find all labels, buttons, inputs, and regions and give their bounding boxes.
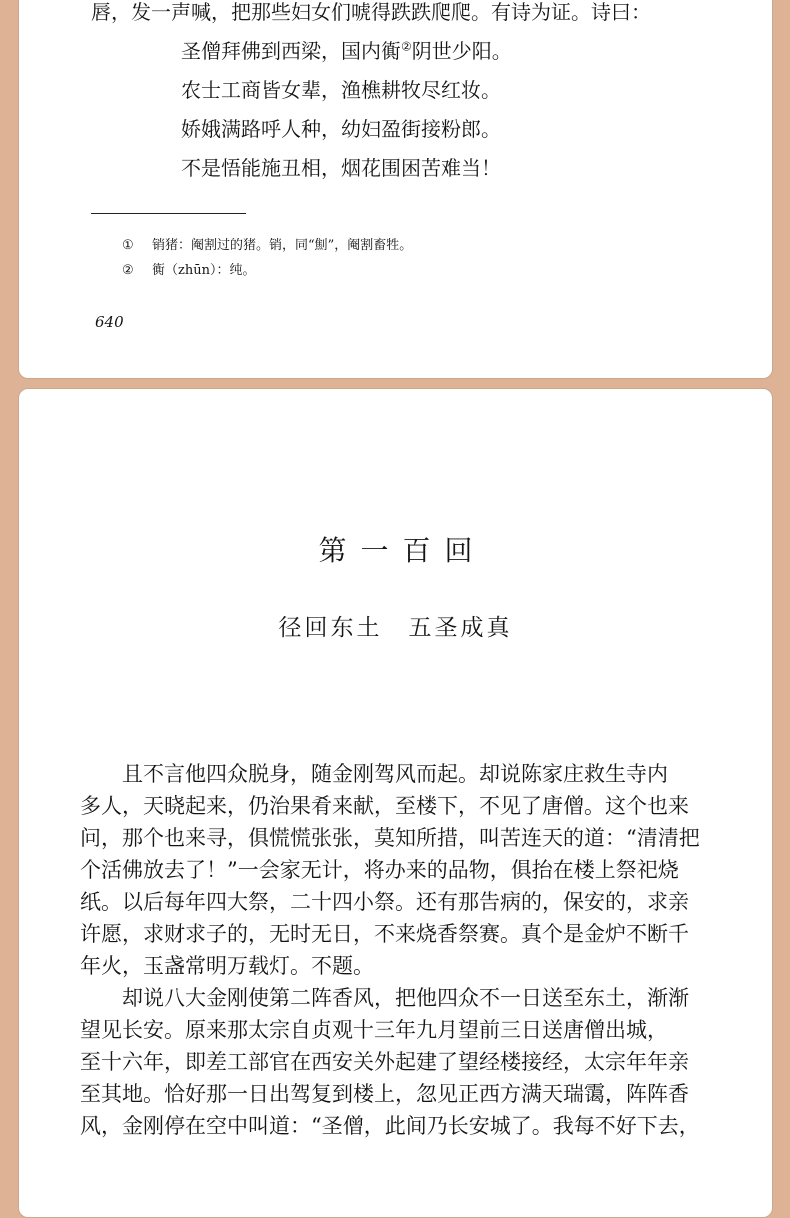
poem-line-1-rest: 阴世少阳。 [411,39,512,63]
top-page [18,0,773,379]
body-line: 风，金刚停在空中叫道：“圣僧，此间乃长安城了。我每不好下去， [80,1114,700,1138]
footnote-1 [122,237,412,255]
body-line: 年火，玉盏常明万载灯。不题。 [80,954,374,978]
body-line: 至十六年，即差工部官在西安关外起建了望经楼接经，太宗年年亲 [80,1050,689,1074]
bottom-page [18,388,773,1218]
footnote-1-text: 销猪：阉割过的猪。销，同“劁”，阉割畜牲。 [152,238,413,253]
body-line: 个活佛放去了！”一会家无计，将办来的品物，俱抬在楼上祭祀烧 [80,858,679,882]
footnote-2-number: ② [122,263,134,278]
footnote-ref-2[interactable]: ② [401,39,412,54]
body-line: 望见长安。原来那太宗自贞观十三年九月望前三日送唐僧出城， [80,1018,668,1042]
body-line: 多人，天晓起来，仍治果肴来献，至楼下，不见了唐僧。这个也来 [80,794,689,818]
body-line: 许愿，求财求子的，无时无日，不来烧香祭赛。真个是金炉不断千 [80,922,689,946]
poem-line-1-text: 圣僧拜佛到西梁，国内衠 [181,39,401,63]
poem-line-1 [181,37,512,65]
page-number: 640 [95,313,124,331]
poem-line-4: 不是悟能施丑相，烟花围困苦难当！ [181,156,501,180]
chapter-subtitle: 径回东土 五圣成真 [278,615,513,641]
body-line: 至其地。恰好那一日出驾复到楼上，忽见正西方满天瑞霭，阵阵香 [80,1082,689,1106]
body-line: 纸。以后每年四大祭，二十四小祭。还有那告病的，保安的，求亲 [80,890,689,914]
poem-line-3: 娇娥满路呼人种，幼妇盈街接粉郎。 [181,117,501,141]
footnote-divider [91,213,246,214]
footnote-2-text: 衠（zhūn）：纯。 [152,263,256,278]
body-line: 且不言他四众脱身，随金刚驾风而起。却说陈家庄救生寺内 [80,762,668,786]
poem-line-2: 农士工商皆女辈，渔樵耕牧尽红妆。 [181,78,501,102]
chapter-title: 第一百回 [318,534,487,567]
lead-text-line: 唇，发一声喊，把那些妇女们唬得跌跌爬爬。有诗为证。诗曰： [91,0,651,24]
footnote-1-number: ① [122,238,134,253]
body-line: 问，那个也来寻，俱慌慌张张，莫知所措，叫苦连天的道：“清清把 [80,826,700,850]
footnote-2 [122,262,255,280]
body-line: 却说八大金刚使第二阵香风，把他四众不一日送至东土，渐渐 [80,986,689,1010]
